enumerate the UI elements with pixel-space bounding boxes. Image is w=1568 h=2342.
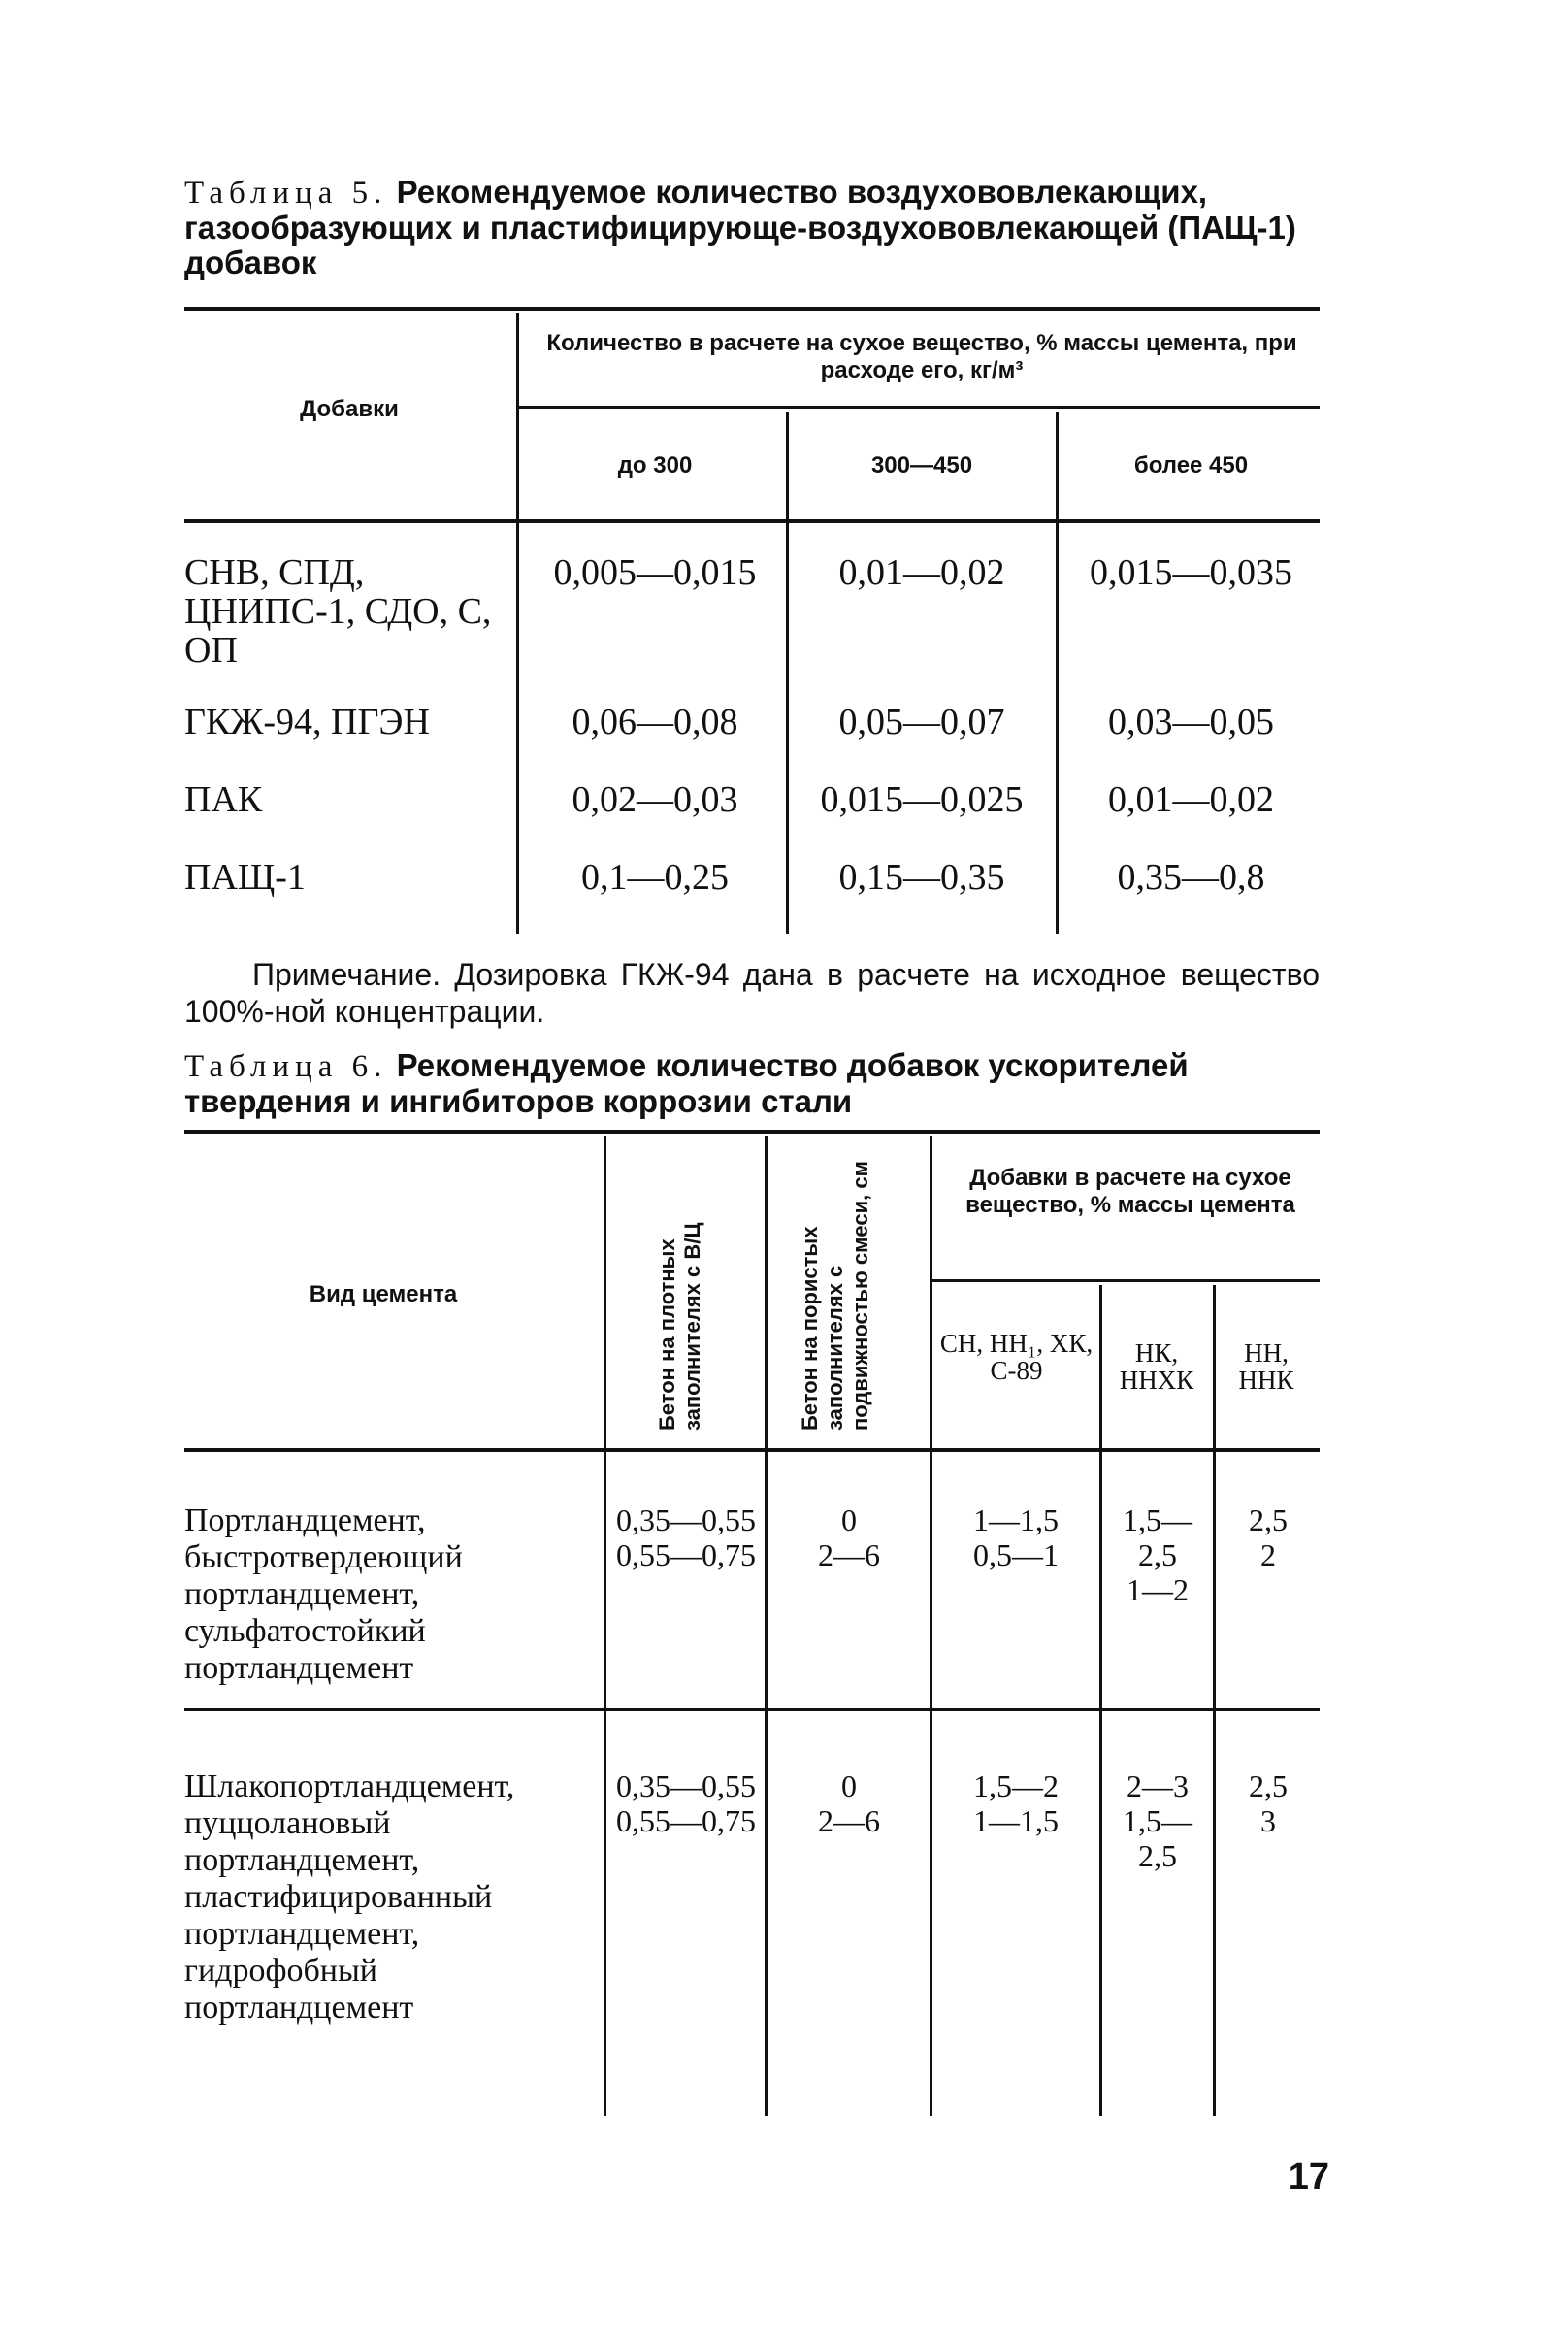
table6-row2-a3-2: 3 bbox=[1260, 1803, 1276, 1838]
table6-row1-a2-2: 2,5 bbox=[1138, 1537, 1177, 1572]
table6-row1-a3 bbox=[1217, 1502, 1320, 1572]
table6-row2-dense-2: 0,55—0,75 bbox=[616, 1803, 756, 1838]
table6-header-bottom-rule bbox=[184, 1448, 1320, 1452]
table6-row-separator bbox=[184, 1708, 1320, 1711]
table5-subheader-2: 300—450 bbox=[870, 452, 973, 478]
table6-vline-1 bbox=[604, 1136, 606, 2116]
table6-row1-a3-2: 2 bbox=[1260, 1537, 1276, 1572]
table6-row2-a1 bbox=[933, 1768, 1098, 1838]
table6-header-group: Добавки в расчете на сухое вещество, % массы цемента bbox=[965, 1165, 1295, 1218]
table6-row1-name: Портландцемент, быстротвердеющий портландцемент, сульфатостойкий портландцемент bbox=[184, 1502, 463, 1686]
table6-row2-porous-1: 0 bbox=[841, 1768, 857, 1803]
table5-row1-v1: 0,005—0,015 bbox=[553, 552, 757, 593]
table5-header-group: Количество в расчете на сухое вещество, % массы цемента, при расходе его, кг/м³ bbox=[546, 330, 1297, 383]
table6-subheader-3: НН, ННК bbox=[1238, 1338, 1294, 1395]
table6-row2-porous bbox=[768, 1768, 930, 1838]
table6-row1-dense-1: 0,35—0,55 bbox=[616, 1502, 756, 1537]
table5-row2-v1: 0,06—0,08 bbox=[572, 702, 738, 742]
table6-row2-dense bbox=[607, 1768, 765, 1838]
table6-row2-a2-2: 1,5— bbox=[1123, 1803, 1192, 1838]
table5-row4-v1: 0,1—0,25 bbox=[581, 857, 729, 898]
table6-row2-dense-1: 0,35—0,55 bbox=[616, 1768, 756, 1803]
table5-header-additives: Добавки bbox=[300, 396, 399, 422]
table6-row1-dense-2: 0,55—0,75 bbox=[616, 1537, 756, 1572]
table6-row2-a2 bbox=[1103, 1768, 1212, 1873]
table6-row1-dense bbox=[607, 1502, 765, 1572]
table6-vline-5 bbox=[1213, 1285, 1216, 2116]
table6-row2-a2-3: 2,5 bbox=[1138, 1838, 1177, 1873]
table5-row3-v3: 0,01—0,02 bbox=[1108, 779, 1274, 820]
table5-row1-v3: 0,015—0,035 bbox=[1090, 552, 1292, 593]
table6-row1-a2-1: 1,5— bbox=[1123, 1502, 1192, 1537]
table6-caption-lead: Таблица 6. bbox=[184, 1049, 388, 1084]
table6-subheader-2: НК, ННХК bbox=[1119, 1338, 1194, 1395]
table6-header-porous: Бетон на пористых заполнителях с подвижностью смеси, см bbox=[798, 1161, 872, 1431]
table5-vline-2 bbox=[786, 412, 789, 934]
table5-row1-v2: 0,01—0,02 bbox=[838, 552, 1005, 593]
table5-row1-name: СНВ, СПД, ЦНИПС-1, СДО, С, ОП bbox=[184, 552, 492, 671]
table6-row1-a1-1: 1—1,5 bbox=[973, 1502, 1059, 1537]
table6-row2-a1-2: 1—1,5 bbox=[973, 1803, 1059, 1838]
table6-vline-2 bbox=[765, 1136, 768, 2116]
table5-caption-lead: Таблица 5. bbox=[184, 176, 388, 211]
table6-row1-a1 bbox=[933, 1502, 1098, 1572]
table5-row4-v2: 0,15—0,35 bbox=[838, 857, 1005, 898]
table6-row1-a2-3: 1—2 bbox=[1127, 1572, 1189, 1607]
table5-row3-v1: 0,02—0,03 bbox=[572, 779, 738, 820]
table6-row1-a3-1: 2,5 bbox=[1249, 1502, 1288, 1537]
table5-caption bbox=[184, 175, 1320, 280]
table5-row2-v2: 0,05—0,07 bbox=[838, 702, 1005, 742]
table6-top-rule bbox=[184, 1130, 1320, 1134]
table6-row1-porous-1: 0 bbox=[841, 1502, 857, 1537]
table5-row4-v3: 0,35—0,8 bbox=[1117, 857, 1265, 898]
table6-caption-text: Рекомендуемое количество добавок ускорителей твердения и ингибиторов коррозии стали bbox=[184, 1047, 1189, 1119]
table6-row2-a1-1: 1,5—2 bbox=[973, 1768, 1059, 1803]
table6-vline-3 bbox=[930, 1136, 932, 2116]
table5-top-rule bbox=[184, 307, 1320, 311]
table5-header-bottom-rule bbox=[184, 519, 1320, 523]
table6-row1-a2 bbox=[1103, 1502, 1212, 1607]
table5-header-mid-rule bbox=[518, 406, 1320, 409]
table5-row4-name: ПАЩ-1 bbox=[184, 857, 306, 898]
table6-row2-name: Шлакопортландцемент, пуццолановый портландцемент, пластифицированный портландцемент, гидрофобный портландцемент bbox=[184, 1768, 515, 2026]
table6-row1-porous bbox=[768, 1502, 930, 1572]
table6-row2-a2-1: 2—3 bbox=[1127, 1768, 1189, 1803]
table5-row3-name: ПАК bbox=[184, 779, 263, 820]
table6-row2-a3 bbox=[1217, 1768, 1320, 1838]
table5-row2-name: ГКЖ-94, ПГЭН bbox=[184, 702, 430, 742]
table6-row2-porous-2: 2—6 bbox=[818, 1803, 880, 1838]
table6-caption bbox=[184, 1048, 1320, 1119]
table6-row1-porous-2: 2—6 bbox=[818, 1537, 880, 1572]
table6-subheader-1: СН, НН₁, ХК, С-89 bbox=[939, 1329, 1094, 1385]
page-number: 17 bbox=[1288, 2157, 1329, 2197]
table5-note: Примечание. Дозировка ГКЖ-94 дана в расчете на исходное вещество 100%-ной концентрации. bbox=[184, 957, 1320, 1029]
table6-row1-a1-2: 0,5—1 bbox=[973, 1537, 1059, 1572]
table6-header-cement: Вид цемента bbox=[309, 1281, 458, 1307]
table6-row2-a3-1: 2,5 bbox=[1249, 1768, 1288, 1803]
table5-caption-text: Рекомендуемое количество воздухововлекающих, газообразующих и пластифицирующе-воздухововлекающей (ПАЩ-1) добавок bbox=[184, 174, 1296, 280]
table5-subheader-1: до 300 bbox=[617, 452, 693, 478]
table5-row3-v2: 0,015—0,025 bbox=[820, 779, 1024, 820]
table6-header-mid-rule bbox=[931, 1279, 1320, 1282]
table6-vline-4 bbox=[1099, 1285, 1102, 2116]
table5-subheader-3: более 450 bbox=[1133, 452, 1249, 478]
table5-row2-v3: 0,03—0,05 bbox=[1108, 702, 1274, 742]
table5-vline-3 bbox=[1056, 412, 1059, 934]
table6-header-dense: Бетон на плотных заполнителях с В/Ц bbox=[655, 1222, 704, 1431]
